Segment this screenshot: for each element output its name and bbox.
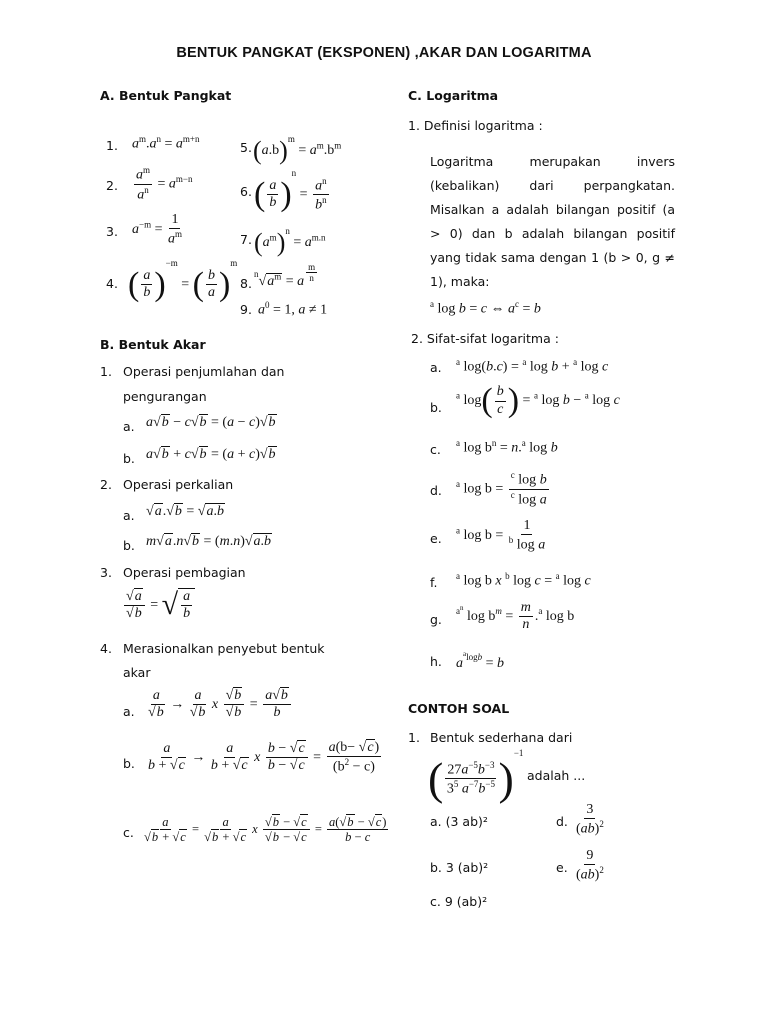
item-letter: c. <box>430 442 441 457</box>
page-title: BENTUK PANGKAT (EKSPONEN) ,AKAR DAN LOGARITMA <box>176 45 592 61</box>
formula-log-d: $^a$ log b = $\frac{^c \log b}{^c \log a}$ <box>456 470 547 508</box>
formula-a1: $a^m.a^n = a^{m+n}$ <box>132 134 200 152</box>
formula-log-b: $^a$ log( $\frac{b}{c}$ ) = $^a$ log b − $^a$ log c <box>456 382 620 419</box>
item-letter: a. <box>123 508 135 523</box>
sifat-label: 2. Sifat-sifat logaritma : <box>411 331 559 346</box>
item-letter: a. <box>123 419 135 434</box>
item-number: 5. <box>240 140 252 155</box>
formula-b4b: $\frac{a}{b + √c}$ → $\frac{a}{b + √c}$ x $\frac{b - √c}{b - √c}$ = $\frac{a(b- √c)}{(b^2 - c)}$ <box>148 740 380 775</box>
formula-log-c: $^a$ $\log b^n = n.^a$ log b <box>456 438 558 456</box>
item-number: 4. <box>106 276 118 291</box>
item-letter: b. <box>430 400 442 415</box>
formula-a6: ( $\frac{a}{b}$ )$^n$ = $\frac{a^n}{b^n}$ <box>254 168 327 213</box>
question-number: 1. <box>408 730 420 745</box>
item-letter: c. <box>123 825 134 840</box>
item-number: 2. <box>100 477 112 492</box>
formula-a9: $a^0 = 1$, a ≠ 1 <box>258 300 328 318</box>
formula-a5: $(a.b)^m = a^m.b^m$ <box>253 134 342 165</box>
definition-line: 1), maka: <box>430 274 490 289</box>
item-number: 8. <box>240 276 252 291</box>
item-letter: d. <box>430 483 442 498</box>
item-number: 7. <box>240 232 252 247</box>
item-number: 3. <box>100 565 112 580</box>
formula-a8: $^n√a^m = a$ $^{\frac{m}{n}}$ <box>254 262 316 289</box>
definisi-label: 1. Definisi logaritma : <box>408 118 543 133</box>
option-d[interactable]: d. <box>556 814 568 829</box>
item-letter: e. <box>430 531 442 546</box>
item-number: 1. <box>100 364 112 379</box>
definition-line: yang tidak sama dengan 1 (b > 0, g ≠ <box>430 250 675 265</box>
section-c-heading: C. Logaritma <box>408 88 499 103</box>
item-letter: b. <box>123 756 135 771</box>
item-letter: h. <box>430 654 442 669</box>
formula-a7: $(a^m)^n = a^{m.n}$ <box>254 226 326 257</box>
formula-a3: $a^{-m}$ = $\frac{1}{a^m}$ <box>132 212 182 247</box>
formula-log-a: $^a$ log(b.c) = $^a$ log b + $^a$ log c <box>456 357 609 375</box>
formula-b4c: $\frac{a}{√b + √c}$ = $\frac{a}{√b + √c}$ x $\frac{√b - √c}{√b - √c}$ = $\frac{a(√b - √c)}{b - c}$ <box>144 815 387 845</box>
formula-a2: $\frac{a^m}{a^n}$ = $a^{m-n}$ <box>136 165 193 203</box>
item-text: Operasi penjumlahan dan <box>123 364 285 379</box>
formula-log-g: $^{a^n}$ $\log b^m$ = $\frac{m}{n}$ .$^a$ log b <box>456 600 575 633</box>
item-number: 3. <box>106 224 118 239</box>
formula-b1b: a√b + c√b = (a + c)√b <box>146 447 276 462</box>
option-b[interactable]: b. 3 (ab)² <box>430 860 489 875</box>
item-text: Operasi perkalian <box>123 477 234 492</box>
definition-line: (kebalikan) dari perpangkatan. <box>430 178 675 193</box>
item-number: 4. <box>100 641 112 656</box>
section-a-heading: A. Bentuk Pangkat <box>100 88 232 103</box>
option-e[interactable]: e. <box>556 860 568 875</box>
contoh-soal-heading: CONTOH SOAL <box>408 701 510 716</box>
formula-question: ( $\frac{27a^{-5}b^{-3}}{3^5 a^{-7}b^{-5}}$ )$^{-1}$ <box>428 748 524 804</box>
item-number: 1. <box>106 138 118 153</box>
option-c[interactable]: c. 9 (ab)² <box>430 894 488 909</box>
formula-b2b: m√a.n√b = (m.n)√a.b <box>146 534 272 549</box>
formula-b1a: a√b − c√b = (a − c)√b <box>146 415 276 430</box>
item-letter: a. <box>430 360 442 375</box>
item-text: Merasionalkan penyebut bentuk <box>123 641 325 656</box>
question-text: Bentuk sederhana dari <box>430 730 573 745</box>
formula-log-f: $^a$ log b x $^b$ log c = $^a$ log c <box>456 571 591 589</box>
item-number: 9. <box>240 302 252 317</box>
formula-b2a: √a.√b = √a.b <box>146 504 224 519</box>
item-text: pengurangan <box>123 389 207 404</box>
definition-line: Logaritma merupakan invers <box>430 154 675 169</box>
item-number: 6. <box>240 184 252 199</box>
option-e-formula: $\frac{9}{(ab)^2}$ <box>576 848 604 883</box>
section-b-heading: B. Bentuk Akar <box>100 337 206 352</box>
item-text: akar <box>123 665 151 680</box>
definition-line: Misalkan a adalah bilangan positif (a <box>430 202 675 217</box>
formula-log-e: $^a$ log b = $\frac{1}{^b \log a}$ <box>456 518 546 553</box>
question-suffix: adalah ... <box>527 768 586 783</box>
formula-b4a: $\frac{a}{√b}$ → $\frac{a}{√b}$ x $\frac{√b}{√b}$ = $\frac{a√b}{b}$ <box>146 688 293 721</box>
item-letter: a. <box>123 704 135 719</box>
item-letter: g. <box>430 612 442 627</box>
item-letter: b. <box>123 538 135 553</box>
item-number: 2. <box>106 178 118 193</box>
formula-log-def: $^a$ log b = c ⇔ $a^c = b$ <box>430 299 541 317</box>
item-letter: b. <box>123 451 135 466</box>
formula-b3: $\frac{√a}{√b}$ = √ $\frac{a}{b}$ <box>122 588 195 622</box>
definition-line: > 0) dan b adalah bilangan positif <box>430 226 675 241</box>
option-a[interactable]: a. (3 ab)² <box>430 814 488 829</box>
formula-log-h: $a^{^alogb} = b$ <box>456 650 505 671</box>
item-text: Operasi pembagian <box>123 565 246 580</box>
item-letter: f. <box>430 575 438 590</box>
option-d-formula: $\frac{3}{(ab)^2}$ <box>576 802 604 837</box>
formula-a4: ( $\frac{a}{b}$ )$^{-m}$ = ( $\frac{b}{a}$ )$^m$ <box>128 258 238 303</box>
